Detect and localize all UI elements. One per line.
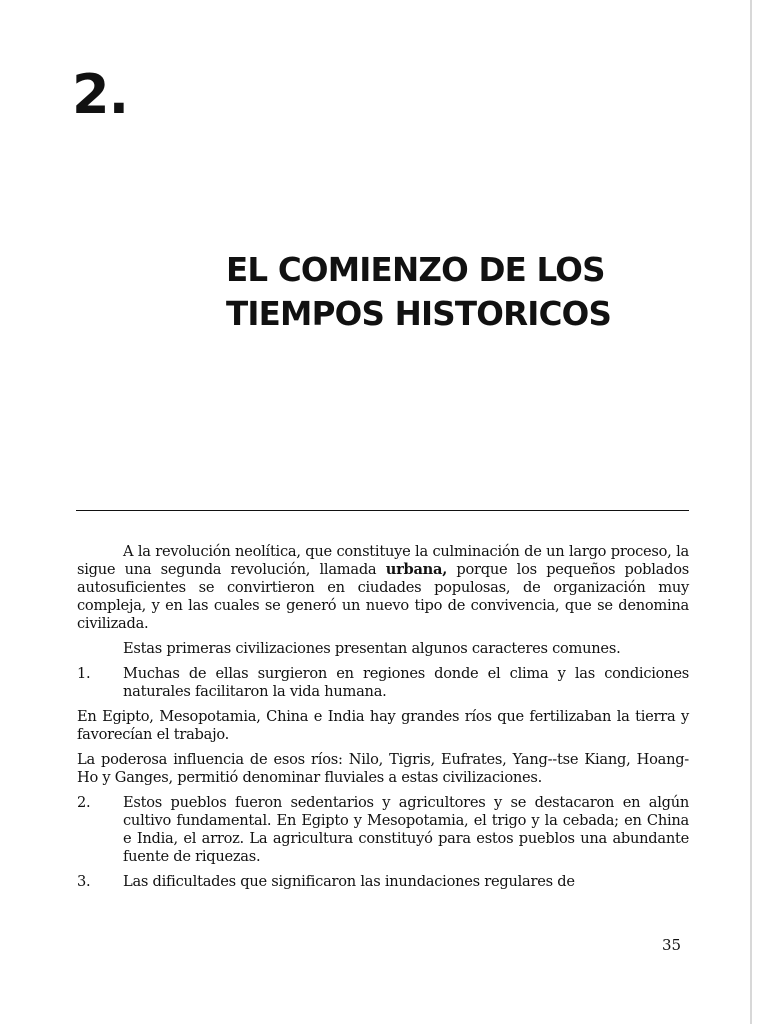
lead-paragraph: Estas primeras civilizaciones presentan algunos caracteres comunes. bbox=[123, 640, 621, 657]
list-item bbox=[77, 665, 689, 701]
section-divider bbox=[76, 510, 689, 511]
list-item-text: Estos pueblos fueron sedentarios y agricultores y se destacaron en algún cultivo fundamental. En Egipto y Mesopotamia, el trigo y la cebada; en China e India, el arroz. La agricultura constituyó para estos pueblos una abundante fuente de riquezas. bbox=[123, 794, 689, 865]
intro-paragraph bbox=[77, 543, 689, 633]
intro-text-end: porque los pequeños poblados autosuficientes se convirtieron en ciudades populosas, de organización muy compleja, y en las cuales se generó un nuevo tipo de convivencia, que se denomina civilizada. bbox=[77, 561, 690, 632]
list-item-text: Muchas de ellas surgieron en regiones donde el clima y las condiciones naturales facilitaron la vida humana. bbox=[123, 665, 689, 700]
chapter-title bbox=[226, 248, 696, 336]
chapter-title-line-2: TIEMPOS HISTORICOS bbox=[226, 295, 612, 333]
list-item-number: 1. bbox=[77, 665, 91, 682]
chapter-number: 2. bbox=[72, 63, 129, 126]
intro-text-start: A la revolución neolítica, que constituye la culminación de un largo proceso, la sigue una segunda revolución, llamada bbox=[77, 543, 689, 578]
intro-bold-term: urbana, bbox=[385, 561, 448, 578]
page-number: 35 bbox=[662, 936, 682, 954]
list-item bbox=[77, 794, 689, 866]
list-item bbox=[77, 873, 689, 891]
list-item-subparagraph: En Egipto, Mesopotamia, China e India hay grandes ríos que fertilizaban la tierra y favorecían el trabajo. bbox=[77, 708, 689, 743]
list-item-text: Las dificultades que significaron las inundaciones regulares de bbox=[123, 873, 575, 890]
body-text bbox=[77, 543, 689, 898]
list-item-number: 3. bbox=[77, 873, 91, 890]
list-item-number: 2. bbox=[77, 794, 91, 811]
list-item-subparagraph: La poderosa influencia de esos ríos: Nilo, Tigris, Eufrates, Yang--tse Kiang, Hoang-Ho y Ganges, permitió denominar fluviales a estas civilizaciones. bbox=[77, 751, 689, 786]
page-edge bbox=[750, 0, 752, 1024]
chapter-title-line-1: EL COMIENZO DE LOS bbox=[226, 251, 605, 289]
